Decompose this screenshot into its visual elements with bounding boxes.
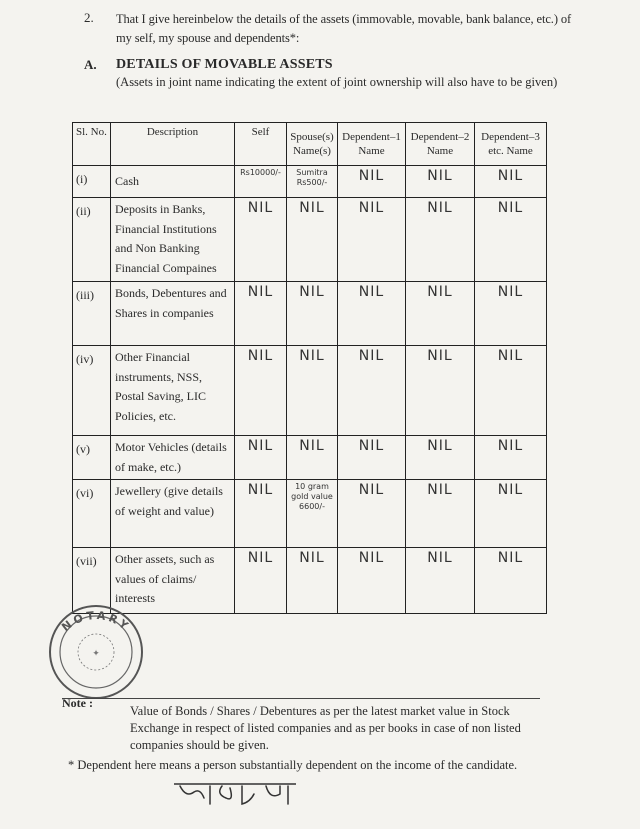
dependent-2-value: NIL xyxy=(406,480,475,548)
row-description: Motor Vehicles (details of make, etc.) xyxy=(111,436,235,480)
stamp-top-text: NOTARY xyxy=(59,608,133,635)
self-value: NIL xyxy=(235,198,287,282)
self-value: NIL xyxy=(235,436,287,480)
table-header-row xyxy=(73,123,547,166)
table-row xyxy=(73,198,547,282)
section-subtitle: (Assets in joint name indicating the extent of joint ownership will also have to be given) xyxy=(116,75,558,89)
row-description: Bonds, Debentures and Shares in companies xyxy=(111,282,235,346)
signature xyxy=(170,776,300,810)
dependent-2-value: NIL xyxy=(406,198,475,282)
spouse-value: NIL xyxy=(287,198,338,282)
table-row xyxy=(73,436,547,480)
dependent-1-value: NIL xyxy=(338,548,406,614)
dependent-3-value: NIL xyxy=(475,282,547,346)
table-row xyxy=(73,346,547,436)
spouse-value: 10 gram gold value 6600/- xyxy=(287,480,338,548)
row-number: (vi) xyxy=(73,480,111,548)
table-row xyxy=(73,282,547,346)
self-value: Rs10000/- xyxy=(235,166,287,198)
dependent-1-value: NIL xyxy=(338,346,406,436)
row-description: Other assets, such as values of claims/ interests xyxy=(111,548,235,614)
header-self: Self xyxy=(235,123,287,166)
notary-stamp xyxy=(37,600,155,700)
row-number: (v) xyxy=(73,436,111,480)
header-dependent-2: Dependent–2 Name xyxy=(406,123,475,166)
header-sl-no: Sl. No. xyxy=(73,123,111,166)
self-value: NIL xyxy=(235,480,287,548)
dependent-3-value: NIL xyxy=(475,198,547,282)
dependent-1-value: NIL xyxy=(338,198,406,282)
table-row xyxy=(73,166,547,198)
dependent-1-value: NIL xyxy=(338,282,406,346)
self-value: NIL xyxy=(235,548,287,614)
header-dependent-1: Dependent–1 Name xyxy=(338,123,406,166)
dependent-2-value: NIL xyxy=(406,346,475,436)
header-spouse: Spouse(s) Name(s) xyxy=(287,123,338,166)
row-description: Jewellery (give details of weight and value) xyxy=(111,480,235,548)
svg-text:✦: ✦ xyxy=(92,649,100,659)
dependent-2-value: NIL xyxy=(406,282,475,346)
note-text: Value of Bonds / Shares / Debentures as per the latest market value in Stock Exchange in respect of listed companies and as per books in case of non listed companies should be given. xyxy=(130,704,521,752)
self-value: NIL xyxy=(235,282,287,346)
row-description: Other Financial instruments, NSS, Postal Saving, LIC Policies, etc. xyxy=(111,346,235,436)
dependent-3-value: NIL xyxy=(475,548,547,614)
dependent-1-value: NIL xyxy=(338,166,406,198)
dependent-1-value: NIL xyxy=(338,436,406,480)
row-number: (i) xyxy=(73,166,111,198)
dependent-3-value: NIL xyxy=(475,480,547,548)
dependent-2-value: NIL xyxy=(406,166,475,198)
table-row xyxy=(73,480,547,548)
row-number: (vii) xyxy=(73,548,111,614)
dependent-2-value: NIL xyxy=(406,436,475,480)
dependent-1-value: NIL xyxy=(338,480,406,548)
spouse-value: NIL xyxy=(287,346,338,436)
intro-paragraph: That I give hereinbelow the details of the assets (immovable, movable, bank balance, etc.) of my self, my spouse and dependents*: xyxy=(116,12,572,45)
row-description: Deposits in Banks, Financial Institutions and Non Banking Financial Compaines xyxy=(111,198,235,282)
row-number: (iii) xyxy=(73,282,111,346)
header-dependent-3: Dependent–3 etc. Name xyxy=(475,123,547,166)
section-letter: A. xyxy=(84,57,97,72)
section-title: DETAILS OF MOVABLE ASSETS xyxy=(116,57,333,72)
spouse-value: Sumitra Rs500/- xyxy=(287,166,338,198)
svg-text:NOTARY xyxy=(59,609,132,634)
item-number: 2. xyxy=(84,10,94,25)
spouse-value: NIL xyxy=(287,548,338,614)
row-number: (iv) xyxy=(73,346,111,436)
note-divider xyxy=(62,698,540,699)
spouse-value: NIL xyxy=(287,436,338,480)
header-description: Description xyxy=(111,123,235,166)
dependent-3-value: NIL xyxy=(475,436,547,480)
dependent-3-value: NIL xyxy=(475,166,547,198)
spouse-value: NIL xyxy=(287,282,338,346)
dependent-2-value: NIL xyxy=(406,548,475,614)
dependent-footnote: * Dependent here means a person substantially dependent on the income of the candidate. xyxy=(68,758,518,772)
dependent-3-value: NIL xyxy=(475,346,547,436)
movable-assets-table xyxy=(72,122,547,614)
row-description: Cash xyxy=(111,166,235,198)
self-value: NIL xyxy=(235,346,287,436)
note-label: Note : xyxy=(62,696,93,710)
row-number: (ii) xyxy=(73,198,111,282)
